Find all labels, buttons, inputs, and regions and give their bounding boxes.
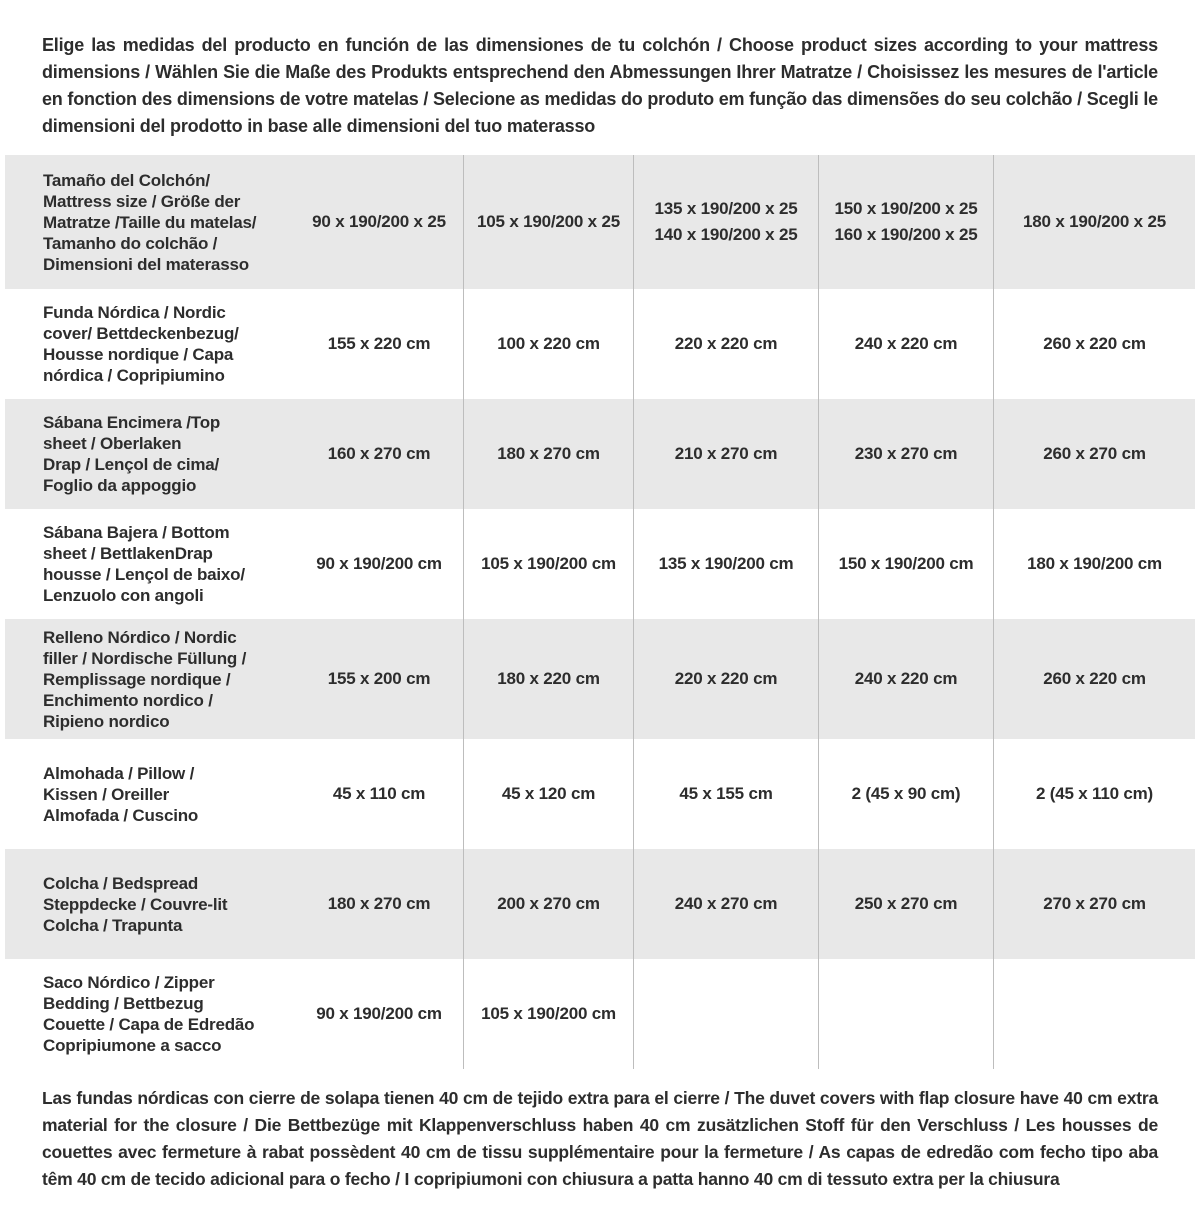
table-cell: 260 x 270 cm	[993, 399, 1195, 509]
table-row-top-sheet	[5, 399, 1195, 509]
row-label: Relleno Nórdico / Nordic filler / Nordische Füllung / Remplissage nordique / Enchimento nordico / Ripieno nordico	[43, 627, 247, 731]
table-header-row	[5, 155, 1195, 289]
table-cell	[993, 959, 1195, 1069]
table-cell: 180 x 270 cm	[463, 399, 633, 509]
table-cell: 105 x 190/200 cm	[463, 509, 633, 619]
size-table	[5, 155, 1195, 1069]
table-cell	[818, 959, 993, 1069]
table-cell: 2 (45 x 110 cm)	[993, 739, 1195, 849]
table-cell: 240 x 220 cm	[818, 619, 993, 739]
table-row-nordic-cover	[5, 289, 1195, 399]
table-cell: 220 x 220 cm	[633, 289, 818, 399]
header-size-150-160: 150 x 190/200 x 25 160 x 190/200 x 25	[818, 155, 993, 289]
table-cell: 150 x 190/200 cm	[818, 509, 993, 619]
table-cell: 105 x 190/200 cm	[463, 959, 633, 1069]
table-cell: 45 x 120 cm	[463, 739, 633, 849]
table-cell: 240 x 220 cm	[818, 289, 993, 399]
table-cell: 270 x 270 cm	[993, 849, 1195, 959]
footnote-text: Las fundas nórdicas con cierre de solapa tienen 40 cm de tejido extra para el cierre / The duvet covers with flap closure have 40 cm extra material for the closure / Die Bettbezüge mit Klappenverschluss haben 40 cm zusätzlichen Stoff für den Verschluss / Les housses de couettes avec fermeture à rabat possèdent 40 cm de tissu supplémentaire pour la fermeture / As capas de edredão com fecho tipo aba têm 40 cm de tecido adicional para o fecho / I copripiumoni con chiusura a patta hanno 40 cm di tessuto extra per la chiusura	[42, 1088, 1158, 1189]
table-cell: 155 x 220 cm	[327, 334, 431, 353]
table-cell: 200 x 270 cm	[463, 849, 633, 959]
header-label-mattress-size: Tamaño del Colchón/ Mattress size / Größe der Matratze /Taille du matelas/ Tamanho do colchão / Dimensioni del materasso	[43, 170, 257, 274]
table-cell: 180 x 190/200 cm	[993, 509, 1195, 619]
table-cell: 250 x 270 cm	[818, 849, 993, 959]
table-cell: 2 (45 x 90 cm)	[818, 739, 993, 849]
row-label: Sábana Encimera /Top sheet / Oberlaken Drap / Lençol de cima/ Foglio da appoggio	[43, 413, 221, 495]
table-cell: 100 x 220 cm	[463, 289, 633, 399]
header-size-105: 105 x 190/200 x 25	[463, 155, 633, 289]
row-label: Colcha / Bedspread Steppdecke / Couvre-lit Colcha / Trapunta	[43, 873, 228, 935]
table-cell: 90 x 190/200 cm	[316, 1004, 442, 1023]
table-cell: 230 x 270 cm	[818, 399, 993, 509]
row-label: Funda Nórdica / Nordic cover/ Bettdeckenbezug/ Housse nordique / Capa nórdica / Copripiumino	[43, 303, 239, 385]
table-row-bedspread	[5, 849, 1195, 959]
table-cell: 90 x 190/200 cm	[316, 554, 442, 573]
table-cell: 45 x 110 cm	[332, 784, 426, 803]
row-label: Saco Nórdico / Zipper Bedding / Bettbezug Couette / Capa de Edredão Copripiumone a sacco	[43, 973, 255, 1055]
row-label: Almohada / Pillow / Kissen / Oreiller Almofada / Cuscino	[43, 763, 199, 825]
table-cell: 160 x 270 cm	[327, 444, 431, 463]
table-cell: 135 x 190/200 cm	[633, 509, 818, 619]
intro-text: Elige las medidas del producto en función de las dimensiones de tu colchón / Choose product sizes according to your mattress dimensions / Wählen Sie die Maße des Produkts entsprechend den Abmessungen Ihrer Matratze / Choisissez les mesures de l'article en fonction des dimensions de votre matelas / Selecione as medidas do produto em função das dimensões do seu colchão / Scegli le dimensioni del prodotto in base alle dimensioni del tuo materasso	[42, 35, 1158, 136]
table-cell: 260 x 220 cm	[993, 619, 1195, 739]
table-row-bottom-sheet	[5, 509, 1195, 619]
table-cell: 180 x 220 cm	[463, 619, 633, 739]
table-row-zipper-bedding	[5, 959, 1195, 1069]
header-size-135-140: 135 x 190/200 x 25 140 x 190/200 x 25	[633, 155, 818, 289]
table-cell: 45 x 155 cm	[633, 739, 818, 849]
table-row-pillow	[5, 739, 1195, 849]
table-cell: 240 x 270 cm	[633, 849, 818, 959]
header-size-180: 180 x 190/200 x 25	[993, 155, 1195, 289]
row-label: Sábana Bajera / Bottom sheet / BettlakenDrap housse / Lençol de baixo/ Lenzuolo con angoli	[43, 523, 245, 605]
header-size-90: 90 x 190/200 x 25	[312, 212, 446, 231]
table-cell: 155 x 200 cm	[327, 669, 431, 688]
table-row-nordic-filler	[5, 619, 1195, 739]
table-cell: 180 x 270 cm	[327, 894, 431, 913]
table-cell	[633, 959, 818, 1069]
table-cell: 220 x 220 cm	[633, 619, 818, 739]
table-cell: 210 x 270 cm	[633, 399, 818, 509]
table-cell: 260 x 220 cm	[993, 289, 1195, 399]
